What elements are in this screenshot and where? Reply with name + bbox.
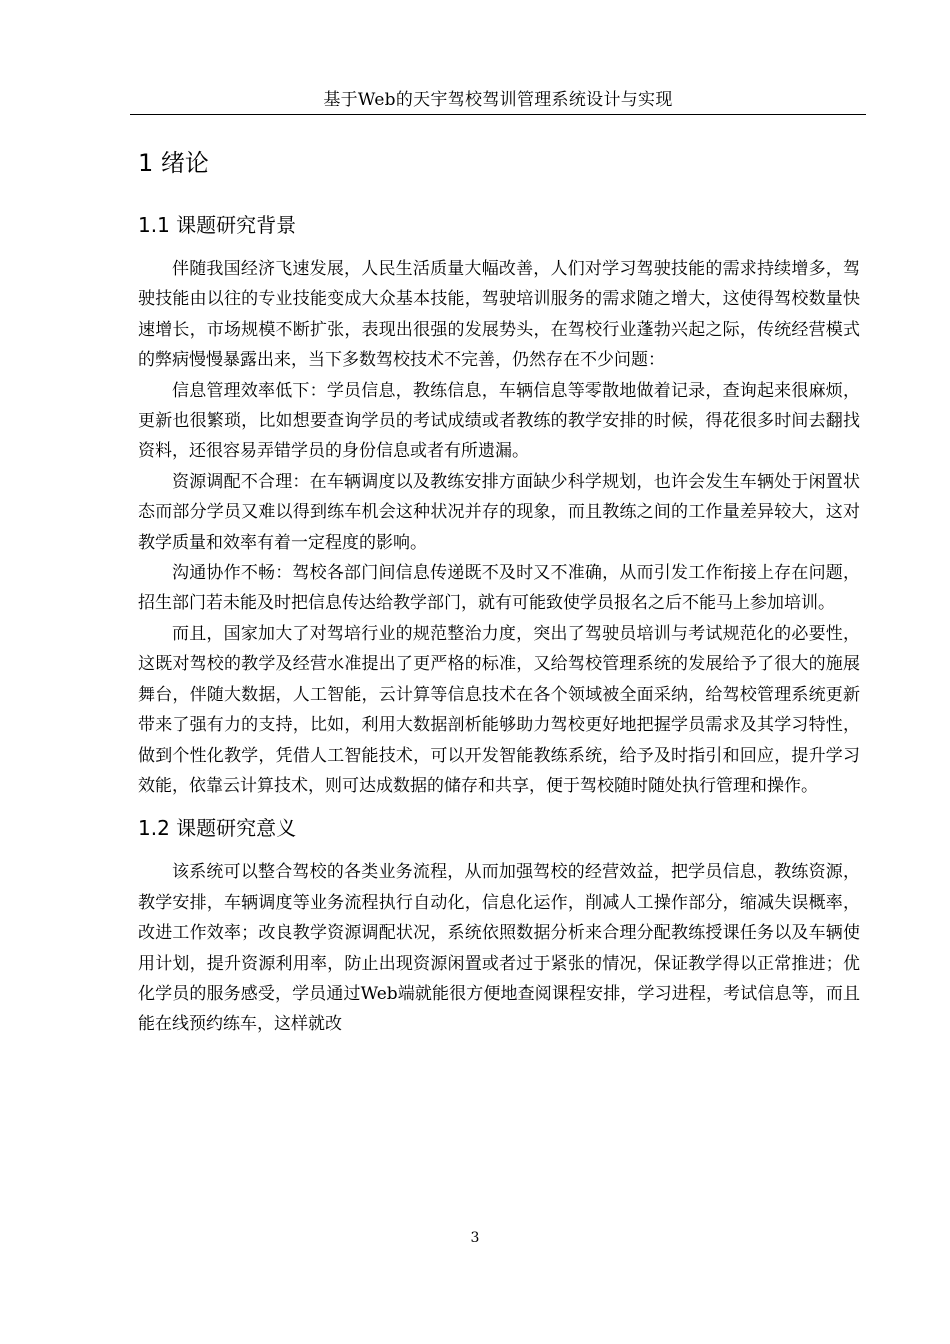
header-divider [130,114,866,115]
section-title-significance: 1.2 课题研究意义 [138,816,297,841]
paragraph: 信息管理效率低下：学员信息，教练信息，车辆信息等零散地做着记录，查询起来很麻烦，更新也很繁琐，比如想要查询学员的考试成绩或者教练的教学安排的时候，得花很多时间去翻找资料，还很容易弄错学员的身份信息或者有所遗漏。 [138,380,860,462]
section-title-background: 1.1 课题研究背景 [138,213,297,237]
page-body [138,140,860,1040]
page-number: 3 [470,1230,480,1246]
running-header-title: 基于Web的天宇驾校驾训管理系统设计与实现 [323,90,673,110]
paragraph: 而且，国家加大了对驾培行业的规范整治力度，突出了驾驶员培训与考试规范化的必要性，这既对驾校的教学及经营水准提出了更严格的标准，又给驾校管理系统的发展给予了很大的施展舞台，伴随大数据，人工智能，云计算等信息技术在各个领域被全面采纳，给驾校管理系统更新带来了强有力的支持，比如，利用大数据剖析能够助力驾校更好地把握学员需求及其学习特性，做到个性化教学，凭借人工智能技术，可以开发智能教练系统，给予及时指引和回应，提升学习效能，依靠云计算技术，则可达成数据的储存和共享，便于驾校随时随处执行管理和操作。 [138,623,860,796]
paragraph: 资源调配不合理：在车辆调度以及教练安排方面缺少科学规划，也许会发生车辆处于闲置状态而部分学员又难以得到练车机会这种状况并存的现象，而且教练之间的工作量差异较大，这对教学质量和效率有着一定程度的影响。 [138,471,860,553]
chapter-title: 1 绪论 [138,149,209,177]
paragraph: 该系统可以整合驾校的各类业务流程，从而加强驾校的经营效益，把学员信息，教练资源，教学安排，车辆调度等业务流程执行自动化，信息化运作，削减人工操作部分，缩减失误概率，改进工作效率；改良教学资源调配状况，系统依照数据分析来合理分配教练授课任务以及车辆使用计划，提升资源利用率，防止出现资源闲置或者过于紧张的情况，保证教学得以正常推进；优化学员的服务感受，学员通过Web端就能很方便地查阅课程安排，学习进程，考试信息等，而且能在线预约练车，这样就改 [138,862,860,1035]
paragraph: 沟通协作不畅：驾校各部门间信息传递既不及时又不准确，从而引发工作衔接上存在问题，招生部门若未能及时把信息传达给教学部门，就有可能致使学员报名之后不能马上参加培训。 [138,563,860,614]
paragraph: 伴随我国经济飞速发展，人民生活质量大幅改善，人们对学习驾驶技能的需求持续增多，驾驶技能由以往的专业技能变成大众基本技能，驾驶培训服务的需求随之增大，这使得驾校数量快速增长，市场规模不断扩张，表现出很强的发展势头，在驾校行业蓬勃兴起之际，传统经营模式的弊病慢慢暴露出来，当下多数驾校技术不完善，仍然存在不少问题： [138,259,860,371]
